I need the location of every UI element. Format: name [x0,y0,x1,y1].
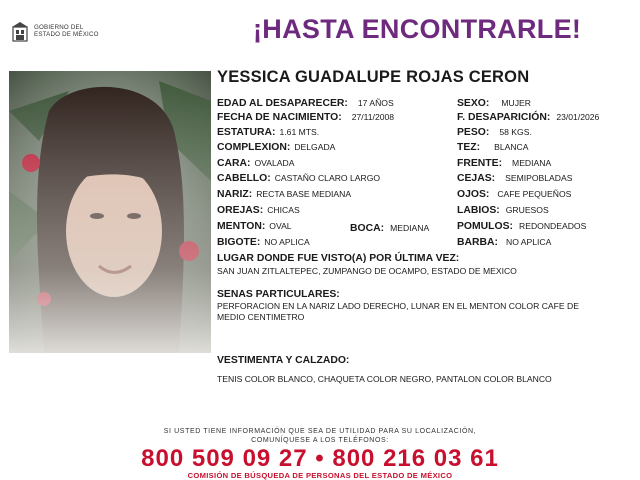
field-peso [457,126,532,139]
photo-illustration [9,71,211,353]
marks-line-2: MEDIO CENTIMETRO [217,312,305,322]
phone-numbers: 800 509 09 27 • 800 216 03 61 [141,445,499,472]
field-value: GRUESOS [505,205,549,215]
field-fecha-nacimiento [217,111,394,124]
field-label: FECHA DE NACIMIENTO: [217,112,342,123]
clothing-label: VESTIMENTA Y CALZADO: [217,355,350,366]
field-value: 1.61 MTS. [279,127,320,137]
field-label: TEZ: [457,142,481,153]
field-value: MEDIANA [390,223,430,233]
marks-label: SENAS PARTICULARES: [217,289,340,300]
field-value: CAFE PEQUEÑOS [497,189,572,199]
field-nariz [217,188,351,201]
field-value: OVAL [269,221,292,231]
field-value: MUJER [501,98,531,108]
logo-line-2: ESTADO DE MÉXICO [34,31,99,38]
field-labios [457,204,549,217]
field-ojos [457,188,571,201]
field-label: NARIZ: [217,189,253,200]
field-value: NO APLICA [505,237,552,247]
marks-line-1: PERFORACION EN LA NARIZ LADO DERECHO, LUNAR EN EL MENTON COLOR CAFE DE [217,301,579,311]
contact-line-1: SI USTED TIENE INFORMACIÓN QUE SEA DE UTILIDAD PARA SU LOCALIZACIÓN, [163,428,477,435]
field-label: BARBA: [457,237,498,248]
field-value: NO APLICA [264,237,310,247]
field-label: OREJAS: [217,205,264,216]
contact-line-2: COMUNÍQUESE A LOS TELÉFONOS: [251,437,389,444]
field-value: CASTAÑO CLARO LARGO [274,173,381,183]
field-orejas [217,204,300,217]
field-estatura [217,126,319,139]
field-value: REDONDEADOS [519,221,587,231]
field-value: CHICAS [267,205,300,215]
field-value: BLANCA [494,142,529,152]
field-cejas [457,172,572,185]
field-label: ESTATURA: [217,127,276,138]
field-label: CABELLO: [217,173,271,184]
field-bigote [217,236,310,249]
field-tez [457,141,528,154]
field-value: MEDIANA [512,158,552,168]
field-value: OVALADA [254,158,295,168]
field-value: 27/11/2008 [351,112,395,122]
field-boca [350,222,429,235]
field-label: FRENTE: [457,158,503,169]
field-value: 23/01/2026 [556,112,600,122]
field-label: BOCA: [350,223,385,234]
logo-line-1: GOBIERNO DEL [34,24,84,31]
field-label: MENTON: [217,221,266,232]
field-value: 17 AÑOS [357,98,394,108]
field-edad [217,97,394,110]
missing-person-photo [9,71,211,353]
field-value: DELGADA [294,142,336,152]
field-fecha-desaparicion [457,111,599,124]
field-pomulos [457,220,586,233]
field-value: SEMIPOBLADAS [505,173,573,183]
field-label: CEJAS: [457,173,496,184]
field-cara [217,157,294,170]
field-menton [217,220,292,233]
field-complexion [217,141,335,154]
headline: ¡HASTA ENCONTRARLE! [253,14,582,44]
field-label: OJOS: [457,189,490,200]
government-logo [10,21,120,45]
field-sexo [457,97,531,110]
field-barba [457,236,551,249]
last-seen-value: SAN JUAN ZITLALTEPEC, ZUMPANGO DE OCAMPO, ESTADO DE MEXICO [217,266,517,276]
field-label: SEXO: [457,98,490,109]
person-name: YESSICA GUADALUPE ROJAS CERON [217,68,530,86]
field-frente [457,157,551,170]
field-label: POMULOS: [457,221,513,232]
last-seen-label: LUGAR DONDE FUE VISTO(A) POR ÚLTIMA VEZ: [217,253,460,264]
field-label: PESO: [457,127,490,138]
field-label: BIGOTE: [217,237,261,248]
footer-commission: COMISIÓN DE BÚSQUEDA DE PERSONAS DEL ESTADO DE MÉXICO [187,471,453,480]
field-label: EDAD AL DESAPARECER: [217,98,348,109]
field-label: CARA: [217,158,251,169]
clothing-value: TENIS COLOR BLANCO, CHAQUETA COLOR NEGRO, PANTALON COLOR BLANCO [217,374,552,384]
state-emblem-icon [10,21,30,43]
field-value: RECTA BASE MEDIANA [256,189,352,199]
field-value: 58 KGS. [499,127,532,137]
field-label: F. DESAPARICIÓN: [457,112,551,123]
field-label: LABIOS: [457,205,500,216]
field-cabello [217,172,380,185]
logo-text [34,24,99,38]
field-label: COMPLEXION: [217,142,291,153]
